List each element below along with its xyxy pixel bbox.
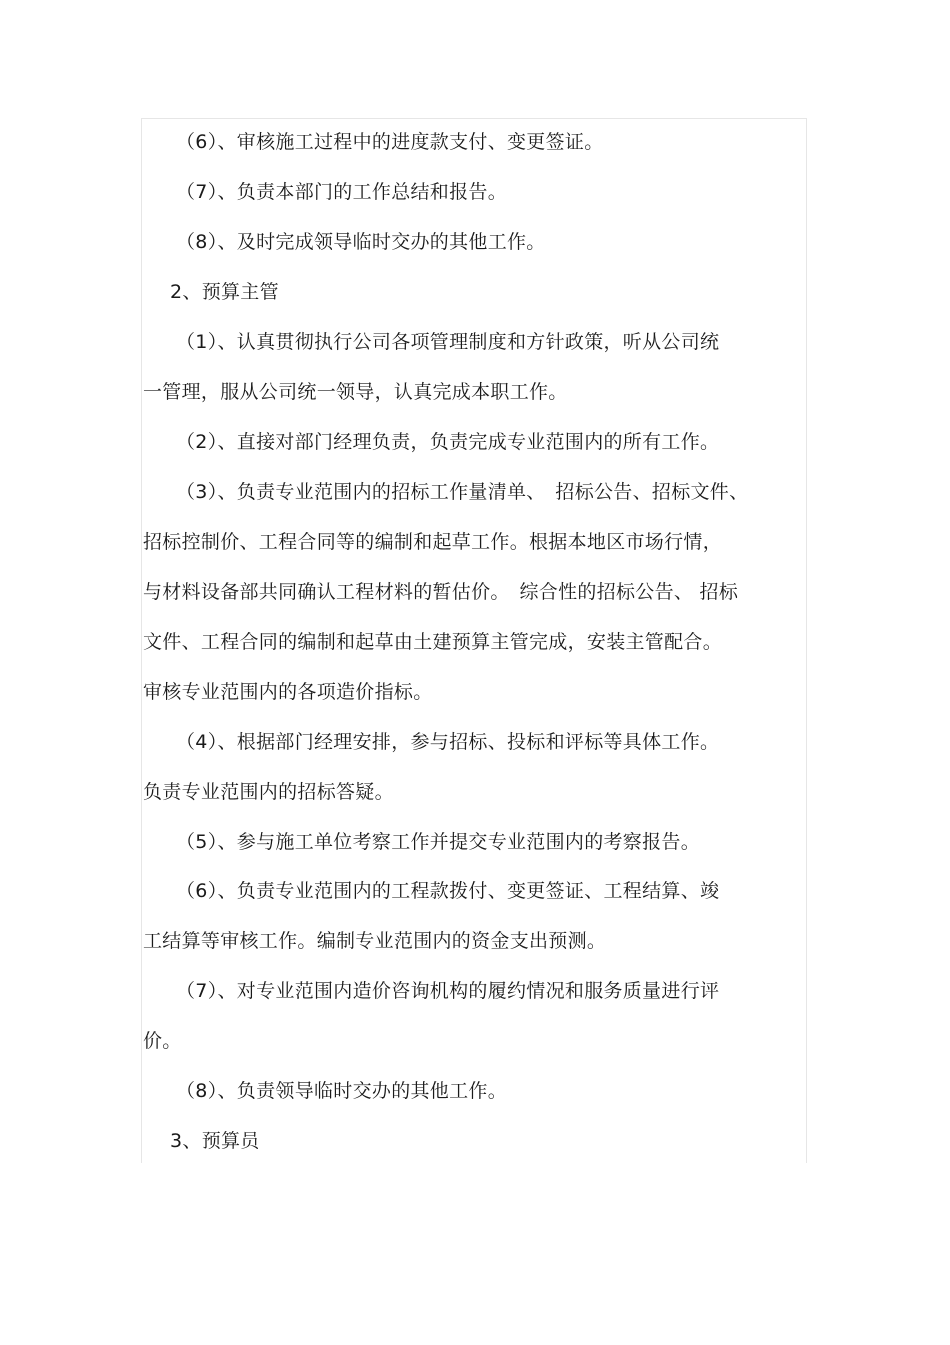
text-line: （7）、对专业范围内造价咨询机构的履约情况和服务质量进行评 [176,980,720,1002]
text-line: 招标控制价、工程合同等的编制和起草工作。根据本地区市场行情， [143,531,723,553]
text-line: （8）、负责领导临时交办的其他工作。 [176,1080,507,1102]
text-line: （4）、根据部门经理安排，参与招标、投标和评标等具体工作。 [176,731,720,753]
text-line: 审核专业范围内的各项造价指标。 [143,681,433,703]
text-line: （8）、及时完成领导临时交办的其他工作。 [176,231,546,253]
text-line: 与材料设备部共同确认工程材料的暂估价。 综合性的招标公告、 招标 [143,581,739,603]
section-heading: 3、预算员 [170,1130,260,1152]
section-heading: 2、预算主管 [170,281,279,303]
text-line: （6）、负责专业范围内的工程款拨付、变更签证、工程结算、竣 [176,880,720,902]
text-line: （5）、参与施工单位考察工作并提交专业范围内的考察报告。 [176,831,700,853]
text-line: 一管理，服从公司统一领导，认真完成本职工作。 [143,381,568,403]
text-line: （3）、负责专业范围内的招标工作量清单、 招标公告、招标文件、 [176,481,749,503]
text-line: 工结算等审核工作。编制专业范围内的资金支出预测。 [143,930,607,952]
text-line: （6）、审核施工过程中的进度款支付、变更签证。 [176,131,604,153]
text-line: （7）、负责本部门的工作总结和报告。 [176,181,507,203]
text-line: 负责专业范围内的招标答疑。 [143,781,394,803]
text-line: 价。 [143,1030,182,1052]
text-line: （2）、直接对部门经理负责，负责完成专业范围内的所有工作。 [176,431,720,453]
text-line: 文件、工程合同的编制和起草由土建预算主管完成，安装主管配合。 [143,631,723,653]
text-line: （1）、认真贯彻执行公司各项管理制度和方针政策，听从公司统 [176,331,720,353]
